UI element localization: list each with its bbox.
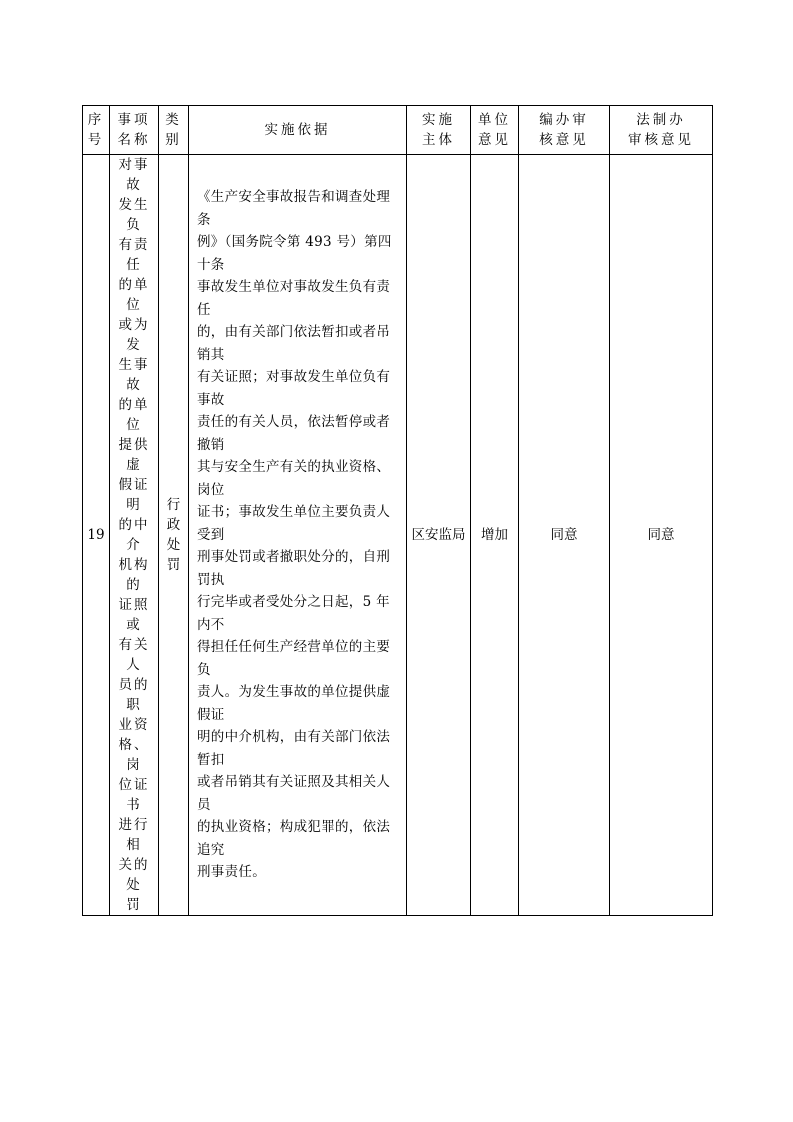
cell-unit-opinion <box>471 155 519 916</box>
header-category-label: 类 别 <box>165 112 182 148</box>
office-opinion-value: 同意 <box>550 527 578 543</box>
cell-item-name <box>110 155 159 916</box>
header-subject <box>407 106 471 155</box>
cell-office-opinion <box>519 155 610 916</box>
header-category <box>159 106 189 155</box>
header-row <box>83 106 713 155</box>
header-office-opinion-label: 编办审 核意见 <box>539 112 589 148</box>
header-seq <box>83 106 110 155</box>
category-value: 行 政 处 罚 <box>166 497 181 573</box>
header-basis-label: 实施依据 <box>264 122 331 138</box>
cell-seq <box>83 155 110 916</box>
legal-opinion-value: 同意 <box>647 527 675 543</box>
header-legal-opinion-label: 法制办 审核意见 <box>628 112 694 148</box>
item-name-value: 对事故 发生负 有责任 的单位 或为发 生事故 的单位 提供虚 假证明 的中介 机构的 证照或 有关人 员的职 业资 格、岗 位证书 进行相 关的处 罚 <box>118 157 150 913</box>
header-office-opinion <box>519 106 610 155</box>
table-row <box>83 155 713 916</box>
header-unit-opinion-label: 单位 意见 <box>478 112 511 148</box>
cell-category <box>159 155 189 916</box>
header-legal-opinion <box>610 106 713 155</box>
header-item-name <box>110 106 159 155</box>
cell-legal-opinion <box>610 155 713 916</box>
header-seq-label: 序 号 <box>87 112 105 148</box>
header-unit-opinion <box>471 106 519 155</box>
header-item-name-label: 事项 名称 <box>117 112 151 148</box>
cell-subject <box>407 155 471 916</box>
seq-value: 19 <box>87 527 105 543</box>
unit-opinion-value: 增加 <box>481 527 508 543</box>
basis-value: 《生产安全事故报告和调查处理条 例》（国务院令第 493 号）第四十条 事故发生单位对事故发生负有责任 的，由有关部门依法暂扣或者吊销其 有关证照；对事故发生单位负有事故 责任的有关人员，依法暂停或者撤销 其与安全生产有关的执业资格、岗位 证书；事故发生单位主要负责人受到 刑事处罚或者撤职处分的，自刑罚执 行完毕或者受处分之日起，5 年内不 得担任任何生产经营单位的主要负 责人。为发生事故的单位提供虚假证 明的中介机构，由有关部门依法暂扣 或者吊销其有关证照及其相关人员 的执业资格；构成犯罪的，依法追究 刑事责任。 <box>197 189 392 881</box>
header-subject-label: 实施 主体 <box>422 112 455 148</box>
approval-table <box>82 105 713 916</box>
header-basis <box>189 106 407 155</box>
cell-basis <box>189 155 407 916</box>
subject-value: 区安监局 <box>411 527 466 543</box>
